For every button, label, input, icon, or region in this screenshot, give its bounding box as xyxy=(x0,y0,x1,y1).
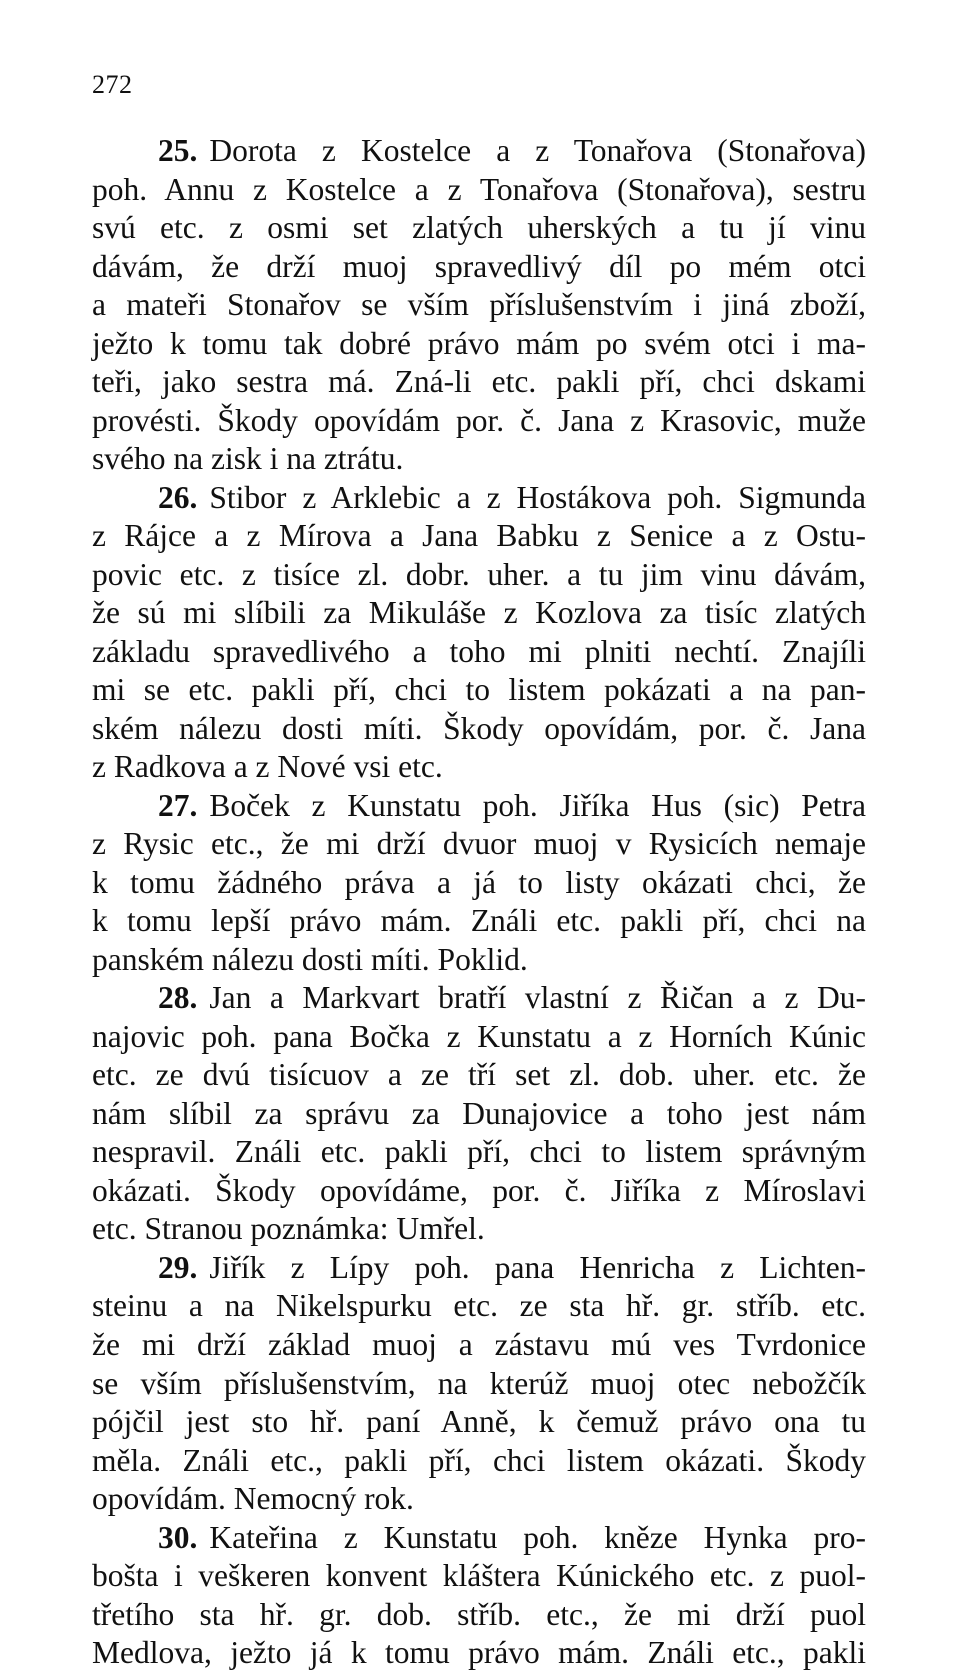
line-text: Stibor z Arklebic a z Hostákova poh. Sigmunda xyxy=(209,479,866,515)
text-line: panském nálezu dosti míti. Poklid. xyxy=(92,941,528,977)
text-line: bošta i veškeren konvent kláštera Kúnického etc. z puol- xyxy=(92,1558,866,1594)
entry-number: 25. xyxy=(158,133,198,168)
entry-number: 26. xyxy=(158,479,198,515)
line-text: Boček z Kunstatu poh. Jiříka Hus (sic) Petra xyxy=(209,787,866,823)
text-line: svého na zisk i na ztrátu. xyxy=(92,441,404,477)
text-line: etc. Stranou poznámka: Umřel. xyxy=(92,1211,485,1247)
text-line: že mi drží základ muoj a zástavu mú ves Tvrdonice xyxy=(92,1326,866,1362)
text-line: najovic poh. pana Bočka z Kunstatu a z Horních Kúnic xyxy=(92,1018,866,1054)
text-line: opovídám. Nemocný rok. xyxy=(92,1481,414,1517)
text-line: měla. Ználi etc., pakli pří, chci listem okázati. Škody xyxy=(92,1442,866,1478)
text-line: pójčil jest sto hř. paní Anně, k čemuž právo ona tu xyxy=(92,1404,866,1440)
text-line: z Rysic etc., že mi drží dvuor muoj v Rysicích nemaje xyxy=(92,826,866,862)
text-line: ježto k tomu tak dobré právo mám po svém otci i ma- xyxy=(92,325,866,361)
text-line: z Radkova a z Nové vsi etc. xyxy=(92,749,443,785)
page-number: 272 xyxy=(92,70,133,99)
text-line xyxy=(92,1249,866,1288)
text-line: teři, jako sestra má. Zná-li etc. pakli pří, chci dskami xyxy=(92,364,866,400)
text-line: že sú mi slíbili za Mikuláše z Kozlova za tisíc zlatých xyxy=(92,595,866,631)
text-line: Medlova, ježto já k tomu právo mám. Ználi etc., pakli xyxy=(92,1635,866,1671)
text-line xyxy=(92,132,866,171)
text-line: poh. Annu z Kostelce a z Tonařova (Stonařova), sestru xyxy=(92,171,866,207)
entry-28 xyxy=(92,979,866,1249)
entry-number: 27. xyxy=(158,787,198,823)
text-line: základu spravedlivého a toho mi plniti nechtí. Znajíli xyxy=(92,633,866,669)
text-line: ském nálezu dosti míti. Škody opovídám, por. č. Jana xyxy=(92,710,866,746)
line-text: Jan a Markvart bratří vlastní z Řičan a z Du- xyxy=(209,980,866,1016)
text-line: mi se etc. pakli pří, chci to listem pokázati a na pan- xyxy=(92,672,866,708)
entry-29 xyxy=(92,1249,866,1519)
text-line: provésti. Škody opovídám por. č. Jana z Krasovic, muže xyxy=(92,402,866,438)
text-line: povic etc. z tisíce zl. dobr. uher. a tu jim vinu dávám, xyxy=(92,556,866,592)
text-line: dávám, že drží muoj spravedlivý díl po mém otci xyxy=(92,248,866,284)
text-line: etc. ze dvú tisícuov a ze tří set zl. dob. uher. etc. že xyxy=(92,1057,866,1093)
text-line: steinu a na Nikelspurku etc. ze sta hř. gr. stříb. etc. xyxy=(92,1288,866,1324)
text-line: se vším příslušenstvím, na kterúž muoj otec nebožčík xyxy=(92,1365,866,1401)
entry-number: 28. xyxy=(158,980,198,1016)
entry-number: 29. xyxy=(158,1249,198,1285)
text-line: z Rájce a z Mírova a Jana Babku z Senice a z Ostu- xyxy=(92,518,866,554)
line-text: Jiřík z Lípy poh. pana Henricha z Lichten- xyxy=(209,1249,866,1285)
line-text: Kateřina z Kunstatu poh. kněze Hynka pro- xyxy=(209,1519,866,1555)
text-line: třetího sta hř. gr. dob. stříb. etc., že mi drží puol xyxy=(92,1596,866,1632)
text-line xyxy=(92,479,866,518)
entry-26 xyxy=(92,479,866,787)
entry-27 xyxy=(92,787,866,980)
line-text: Dorota z Kostelce a z Tonařova (Stonařova) xyxy=(209,133,866,168)
text-line: a mateři Stonařov se vším příslušenstvím i jiná zboží, xyxy=(92,287,866,323)
text-line xyxy=(92,979,866,1018)
page-body xyxy=(92,132,866,1673)
entry-25 xyxy=(92,132,866,479)
text-line: nám slíbil za správu za Dunajovice a toho jest nám xyxy=(92,1095,866,1131)
text-line: svú etc. z osmi set zlatých uherských a tu jí vinu xyxy=(92,210,866,246)
text-line: okázati. Škody opovídáme, por. č. Jiříka z Míroslavi xyxy=(92,1172,866,1208)
text-line xyxy=(92,787,866,826)
entry-number: 30. xyxy=(158,1519,198,1555)
text-line: nespravil. Ználi etc. pakli pří, chci to listem správným xyxy=(92,1134,866,1170)
text-line: k tomu žádného práva a já to listy okázati chci, že xyxy=(92,864,866,900)
entry-30 xyxy=(92,1519,866,1673)
text-line: k tomu lepší právo mám. Ználi etc. pakli pří, chci na xyxy=(92,903,866,939)
